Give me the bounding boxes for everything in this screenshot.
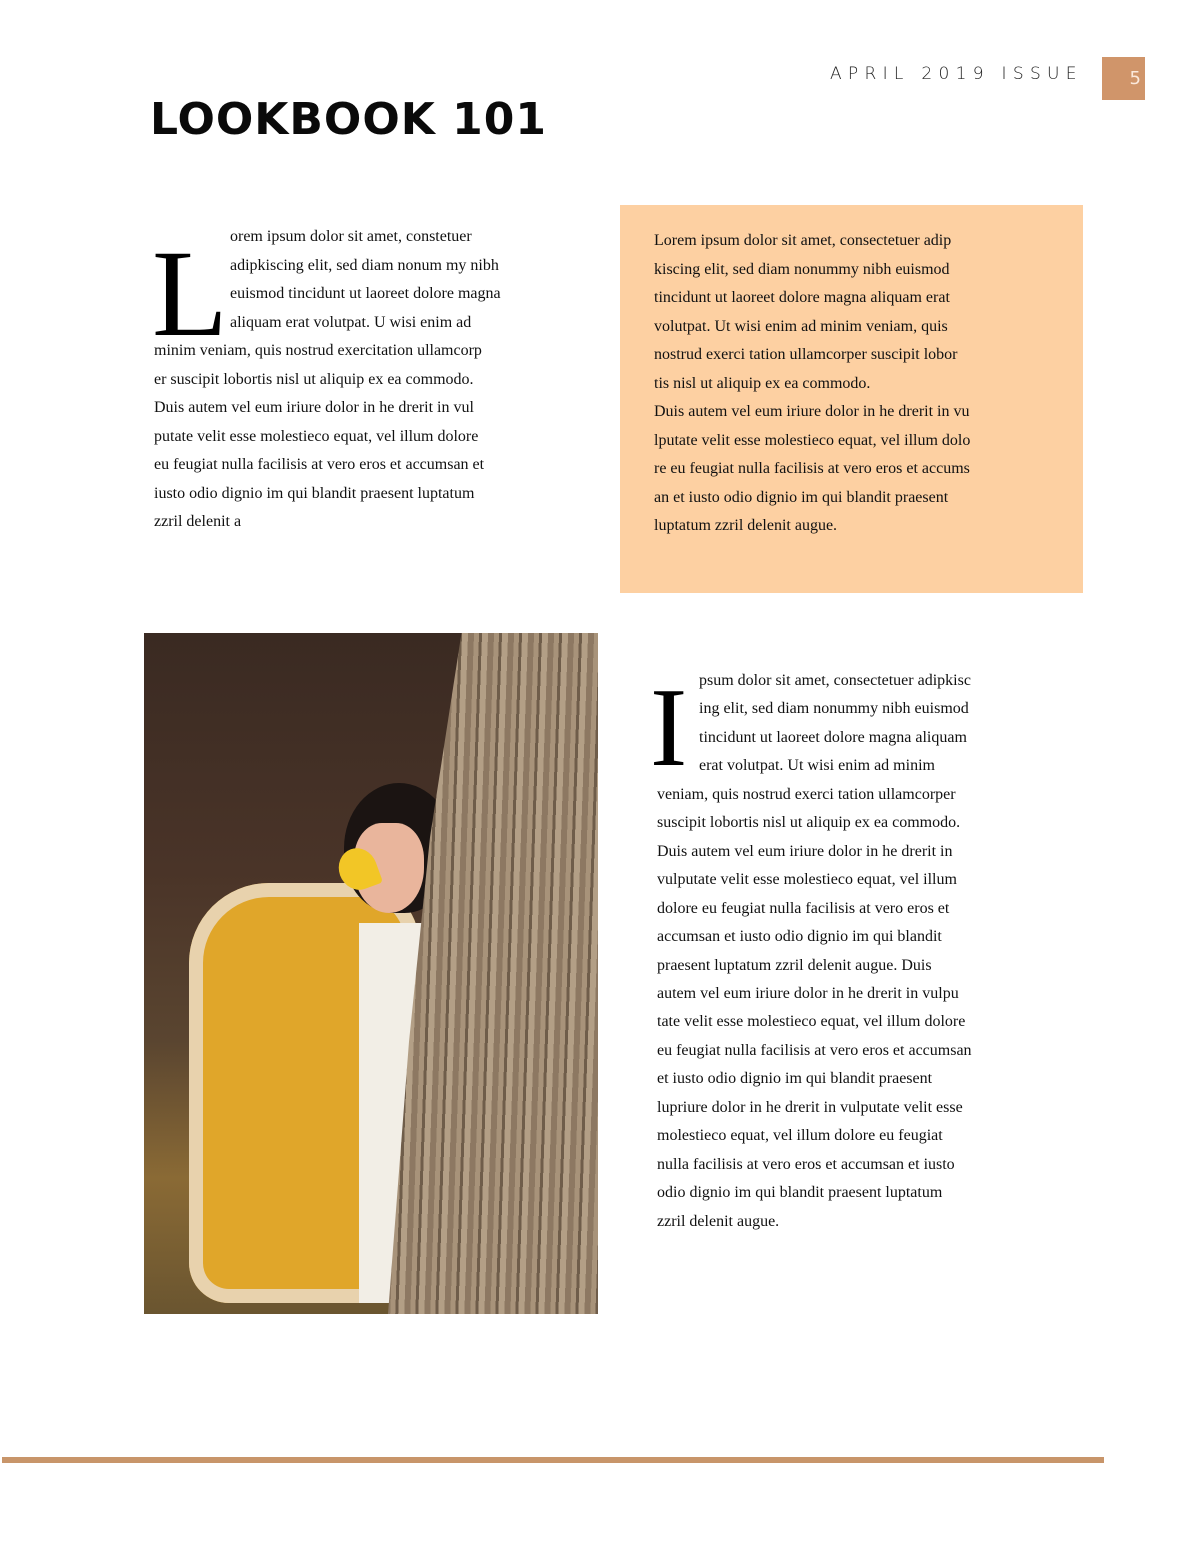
text-line: autem vel eum iriure dolor in he drerit in vulpu <box>657 984 959 1002</box>
drop-cap: L <box>152 225 228 362</box>
text-line: tincidunt ut laoreet dolore magna aliquam <box>699 728 967 746</box>
issue-label: APRIL 2019 ISSUE <box>830 64 1083 84</box>
text-line: psum dolor sit amet, consectetuer adipkisc <box>699 672 971 689</box>
text-line: eu feugiat nulla facilisis at vero eros et accumsan <box>657 1041 972 1059</box>
text-line: eu feugiat nulla facilisis at vero eros et accumsan et <box>154 456 485 473</box>
text-line: euismod tincidunt ut laoreet dolore magna <box>230 285 501 302</box>
text-line: an et iusto odio dignio im qui blandit praesent <box>654 488 949 506</box>
lookbook-photo <box>144 633 598 1314</box>
text-line: nostrud exerci tation ullamcorper suscipit lobor <box>654 346 958 363</box>
text-line: tincidunt ut laoreet dolore magna aliquam erat <box>654 289 950 306</box>
text-line: tis nisl ut aliquip ex ea commodo. <box>654 374 871 392</box>
text-line: Duis autem vel eum iriure dolor in he drerit in <box>657 842 953 860</box>
text-line: et iusto odio dignio im qui blandit praesent <box>657 1070 933 1088</box>
text-line: praesent luptatum zzril delenit augue. Duis <box>657 956 932 974</box>
text-line: zzril delenit augue. <box>657 1212 780 1230</box>
text-line: minim veniam, quis nostrud exercitation ullamcorp <box>154 342 482 359</box>
text-line: dolore eu feugiat nulla facilisis at vero eros et <box>657 899 950 917</box>
text-line: accumsan et iusto odio dignio im qui blandit <box>657 928 942 946</box>
text-line: putate velit esse molestieco equat, vel illum dolore <box>154 427 479 445</box>
text-line: nulla facilisis at vero eros et accumsan et iusto <box>657 1155 955 1173</box>
text-line: zzril delenit a <box>154 513 242 530</box>
text-line: volutpat. Ut wisi enim ad minim veniam, quis <box>654 317 948 335</box>
drop-cap: I <box>650 666 688 790</box>
footer-rule <box>2 1457 1104 1463</box>
text-line: erat volutpat. Ut wisi enim ad minim <box>699 757 935 775</box>
text-line: iusto odio dignio im qui blandit praesent luptatum <box>154 484 475 502</box>
text-line: kiscing elit, sed diam nonummy nibh euismod <box>654 260 950 278</box>
text-line: tate velit esse molestieco equat, vel illum dolore <box>657 1013 966 1031</box>
text-line: luptatum zzril delenit augue. <box>654 517 838 534</box>
text-line: Duis autem vel eum iriure dolor in he drerit in vu <box>654 403 970 420</box>
page-number: 5 <box>1102 57 1145 100</box>
text-line: orem ipsum dolor sit amet, constetuer <box>230 228 472 245</box>
text-line: adipkiscing elit, sed diam nonum my nibh <box>230 256 499 274</box>
text-line: veniam, quis nostrud exerci tation ullamcorper <box>657 785 956 803</box>
text-line: vulputate velit esse molestieco equat, vel illum <box>657 871 957 889</box>
text-line: re eu feugiat nulla facilisis at vero eros et accums <box>654 460 970 477</box>
text-line: molestieco equat, vel illum dolore eu feugiat <box>657 1127 943 1145</box>
text-line: Duis autem vel eum iriure dolor in he drerit in vul <box>154 399 474 416</box>
text-line: aliquam erat volutpat. U wisi enim ad <box>230 313 472 331</box>
text-line: odio dignio im qui blandit praesent luptatum <box>657 1184 943 1202</box>
page-title: LOOKBOOK 101 <box>150 94 547 145</box>
text-line: suscipit lobortis nisl ut aliquip ex ea commodo. <box>657 814 961 832</box>
text-line: Lorem ipsum dolor sit amet, consectetuer adip <box>654 232 952 249</box>
text-line: lputate velit esse molestieco equat, vel illum dolo <box>654 431 971 449</box>
text-line: lupriure dolor in he drerit in vulputate velit esse <box>657 1098 963 1116</box>
photo-tree <box>388 633 598 1314</box>
text-line: ing elit, sed diam nonummy nibh euismod <box>699 700 969 718</box>
text-line: er suscipit lobortis nisl ut aliquip ex ea commodo. <box>154 370 474 388</box>
